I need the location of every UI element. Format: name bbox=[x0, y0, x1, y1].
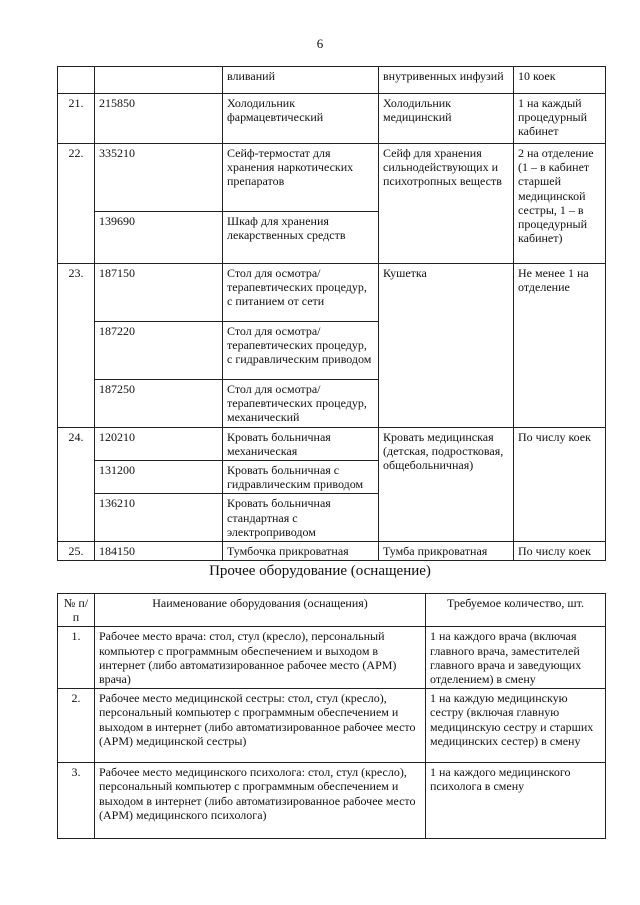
equipment-code: 187150 bbox=[95, 264, 223, 322]
equipment-alternative: Сейф для хранения сильнодействующих и психотропных веществ bbox=[379, 144, 514, 264]
table-row bbox=[58, 94, 606, 144]
equipment-code: 139690 bbox=[95, 212, 223, 264]
equipment-name: Холодильник фармацевтический bbox=[223, 94, 379, 144]
table-row bbox=[58, 542, 606, 561]
equipment-alternative: Кушетка bbox=[379, 264, 514, 428]
row-number: 23. bbox=[58, 264, 95, 428]
row-number: 2. bbox=[58, 689, 95, 763]
row-number: 25. bbox=[58, 542, 95, 561]
equipment-quantity: 1 на каждого медицинского психолога в смену bbox=[426, 763, 606, 839]
row-number: 22. bbox=[58, 144, 95, 264]
equipment-name: Стол для осмотра/терапевтических процедур, с гидравлическим приводом bbox=[223, 322, 379, 380]
table-row bbox=[58, 67, 606, 94]
equipment-quantity: 1 на каждую медицинскую сестру (включая главную медицинскую сестру и старших медицинских сестер) в смену bbox=[426, 689, 606, 763]
equipment-name: Кровать больничная стандартная с электроприводом bbox=[223, 494, 379, 542]
table-row bbox=[58, 689, 606, 763]
equipment-name: Кровать больничная механическая bbox=[223, 427, 379, 460]
equipment-name: Рабочее место медицинской сестры: стол, стул (кресло), персональный компьютер с программным обеспечением и выходом в интернет (либо автоматизированное рабочее место (АРМ) медицинской сестры) bbox=[95, 689, 426, 763]
equipment-quantity: Не менее 1 на отделение bbox=[514, 264, 606, 428]
equipment-name: Кровать больничная с гидравлическим приводом bbox=[223, 461, 379, 494]
equipment-code: 184150 bbox=[95, 542, 223, 561]
equipment-code: 187220 bbox=[95, 322, 223, 380]
header-name: Наименование оборудования (оснащения) bbox=[95, 594, 426, 627]
equipment-alternative: Кровать медицинская (детская, подростковая, общебольничная) bbox=[379, 427, 514, 541]
equipment-quantity: По числу коек bbox=[514, 427, 606, 541]
table-row bbox=[58, 264, 606, 322]
equipment-quantity: 1 на каждый процедурный кабинет bbox=[514, 94, 606, 144]
equipment-code: 187250 bbox=[95, 380, 223, 428]
equipment-table bbox=[57, 66, 606, 561]
row-number: 3. bbox=[58, 763, 95, 839]
table-header-row bbox=[58, 594, 606, 627]
equipment-name: Стол для осмотра/терапевтических процедур, механический bbox=[223, 380, 379, 428]
equipment-quantity: 1 на каждого врача (включая главного врача, заместителей главного врача и заведующих отделением) в смену bbox=[426, 627, 606, 689]
equipment-code: 335210 bbox=[95, 144, 223, 212]
header-number: № п/п bbox=[58, 594, 95, 627]
equipment-name: Рабочее место врача: стол, стул (кресло), персональный компьютер с программным обеспечением и выходом в интернет (либо автоматизированное рабочее место (АРМ) врача) bbox=[95, 627, 426, 689]
equipment-code: 136210 bbox=[95, 494, 223, 542]
row-number: 1. bbox=[58, 627, 95, 689]
other-equipment-table bbox=[57, 593, 606, 839]
equipment-name: Стол для осмотра/терапевтических процедур, с питанием от сети bbox=[223, 264, 379, 322]
row-number bbox=[58, 67, 95, 94]
table-row bbox=[58, 144, 606, 212]
equipment-quantity: По числу коек bbox=[514, 542, 606, 561]
equipment-quantity: 2 на отделение (1 – в кабинет старшей медицинской сестры, 1 – в процедурный кабинет) bbox=[514, 144, 606, 264]
equipment-name: вливаний bbox=[223, 67, 379, 94]
equipment-code: 120210 bbox=[95, 427, 223, 460]
section-title: Прочее оборудование (оснащение) bbox=[209, 563, 431, 579]
equipment-alternative: Тумба прикроватная bbox=[379, 542, 514, 561]
header-quantity: Требуемое количество, шт. bbox=[426, 594, 606, 627]
equipment-name: Тумбочка прикроватная bbox=[223, 542, 379, 561]
table-row bbox=[58, 763, 606, 839]
row-number: 21. bbox=[58, 94, 95, 144]
row-number: 24. bbox=[58, 427, 95, 541]
equipment-code: 131200 bbox=[95, 461, 223, 494]
table-row bbox=[58, 627, 606, 689]
equipment-quantity: 10 коек bbox=[514, 67, 606, 94]
table-row bbox=[58, 427, 606, 460]
equipment-name: Шкаф для хранения лекарственных средств bbox=[223, 212, 379, 264]
equipment-code bbox=[95, 67, 223, 94]
equipment-alternative: Холодильник медицинский bbox=[379, 94, 514, 144]
equipment-name: Сейф-термостат для хранения наркотических препаратов bbox=[223, 144, 379, 212]
equipment-alternative: внутривенных инфузий bbox=[379, 67, 514, 94]
page-number: 6 bbox=[316, 36, 324, 51]
equipment-code: 215850 bbox=[95, 94, 223, 144]
equipment-name: Рабочее место медицинского психолога: стол, стул (кресло), персональный компьютер с программным обеспечением и выходом в интернет (либо автоматизированное рабочее место (АРМ) медицинского психолога) bbox=[95, 763, 426, 839]
